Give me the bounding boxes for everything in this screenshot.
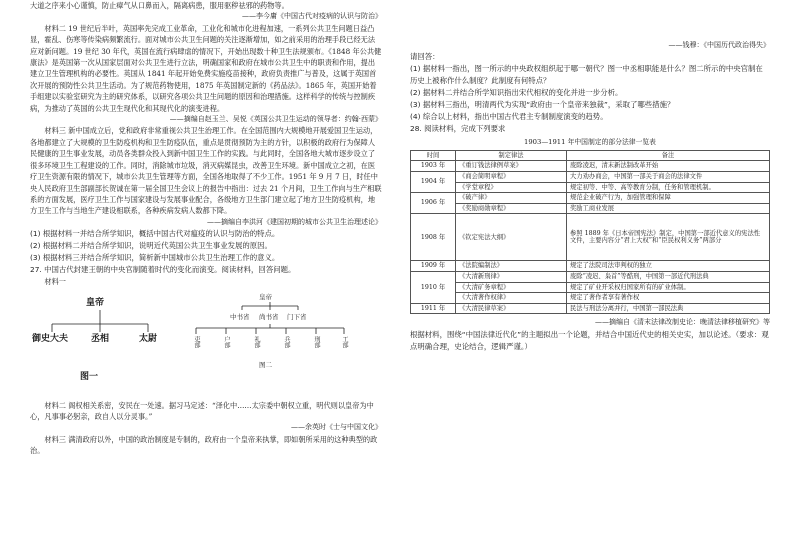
- question-27: 27. 中国古代封建王朝的中央官制随着时代的变化而演变。阅读材料，回答问题。: [30, 265, 296, 275]
- task-28: 根据材料，围绕“中国法律近代化”的主题拟出一个论题，并结合中国近代史的相关史实，加以论述。（要求：观点明确合理，史论结合，逻辑严谨。）: [410, 329, 769, 351]
- table-row: [411, 182, 770, 193]
- question-1: (1) 根据材料一并结合所学知识，概括中国古代对瘟疫的认识与防治的特点。: [30, 229, 280, 239]
- law-table: [410, 150, 770, 315]
- header-time: 时间: [411, 150, 456, 161]
- paragraph-intro: 大道之序来小心谨慎，防止瘴气从口鼻而入，隔离病患，服用驱秽祛邪的药物等。: [30, 1, 289, 10]
- diagram2-ministry-5: 刑部: [313, 335, 320, 348]
- table-row: [411, 203, 770, 214]
- question-27-4: (4) 综合以上材料，指出中国古代君主专制制度演变的趋势。: [410, 112, 608, 122]
- cell-note: 废除凌迟，清末新法制改革开始: [567, 161, 770, 172]
- cell-note: 民法与刑法分离并行，中国第一部民法典: [567, 303, 770, 314]
- diagram2-zhongshu: 中书省: [230, 312, 250, 321]
- diagram2-caption: 图二: [259, 360, 272, 369]
- material-2-q27: 材料二 阁权相关系密，安民在一处速。据习马定述：“泽化中……太宗委中朝权立重，明代则以皇帝为中心，凡事事必躬亲，政自人以分灵事。”: [30, 400, 374, 421]
- cell-note: 规定初等、中等、高等教育分制，任务和管理机制。: [567, 182, 770, 193]
- header-note: 备注: [567, 150, 770, 161]
- diagram1-censor: 御史大夫: [32, 333, 69, 344]
- diagram1-emperor: 皇帝: [86, 297, 105, 308]
- cell-year: 1911 年: [411, 303, 456, 314]
- header-law: 制定律法: [456, 150, 567, 161]
- right-column: [410, 0, 770, 353]
- question-3: (3) 根据材料三并结合所学知识，简析新中国城市公共卫生治理工作的意义。: [30, 253, 280, 263]
- source-top-right: ——钱穆：《中国历代政治得失》: [668, 41, 770, 49]
- source-3: ——摘编自李洪河《建国初期的城市公共卫生治理述论》: [207, 217, 382, 226]
- diagram2-ministry-4: 兵部: [283, 335, 290, 348]
- cell-year: 1906 年: [411, 193, 456, 214]
- cell-note: 规定了矿业开采权归国家所有的矿业体制。: [567, 282, 770, 293]
- diagram2-emperor: 皇帝: [259, 292, 272, 301]
- cell-year: 1904 年: [411, 172, 456, 193]
- table-row: [411, 271, 770, 282]
- cell-year: 1909 年: [411, 261, 456, 272]
- cell-note: 大力劝办商会，中国第一部关于商会的法律文件: [567, 172, 770, 183]
- table-row: [411, 161, 770, 172]
- cell-note: 废除“凌迟、枭首”等酷刑，中国第一部近代刑法典: [567, 271, 770, 282]
- cell-law: 《大清新刑律》: [456, 271, 567, 282]
- cell-law: 《奖励商勋章程》: [456, 203, 567, 214]
- table-header-row: [411, 150, 770, 161]
- material-3: 材料三 新中国成立后，党和政府非常重视公共卫生治理工作。在全国范围内大规模地开展爱国卫生运动，各地都建立了大规模的卫生防疫机构和卫生防疫队伍，重点是贯彻预防为主的方针，以积极的政府行为保障人民健康的卫生事业发展，动员各类群众投入到新中国卫生工作的实践。与此同时，全国各地大城市逐步设立了很多环境卫生工程建设的工作。同时，消除城市垃圾，消灭病媒昆虫，改善卫生环境。新中国成立之初，在医疗卫生资源有限的情况下，城市公共卫生管理等方面，全国各地取得了不少工作。1951 年 9 月 7 日，时任中央人民政府卫生部副部长贺诚在第一届全国卫生会议上的报告中指出：过去 21 个月间，卫生工作向与生产相联系的方面发展，医疗卫生工作与国家建设与发展事业配合，各级地方卫生部门建立起了地方卫生防疫机构，地方卫生工作与当地生产建设相联系，各种疾病发病人数都下降。: [30, 126, 382, 216]
- table-row: [411, 214, 770, 261]
- cell-law: 《重订钱法律例草案》: [456, 161, 567, 172]
- material-2: 材料二 19 世纪后半叶，英国率先完成工业革命，工业化和城市化进程加速，一系列公共卫生问题日益凸显，霍乱、伤寒等传染病频繁流行。面对城市公共卫生问题的关注逐渐增加，如之前采用的治理手段已经无法应对新问题。19 世纪 30 年代，英国在流行病肆虐的情况下，开始出现数十种卫生法规颁布。《1848 年公共健康法》是英国第一次从国家层面对公共卫生进行立法，明确国家和政府在城市公共卫生中的职责和作用，提出建立卫生管理机构的必要性。英国从 1841 年起开始免费实施疫苗接种，政府负责推广与普及，这属于英国首次开展的预防性公共卫生活动。为了规范药物使用，1875 年英国制定新的《药品法》。1865 年，英国开始着手组建以实验室研究为主的研究体系，以研究各项公共卫生问题的原因和治理措施。这样科学的传统与控制疾病，为推动了英国的公共卫生现代化和其现代化的演变进程。: [30, 23, 382, 113]
- table-row: [411, 193, 770, 204]
- cell-law: 《商会简明章程》: [456, 172, 567, 183]
- table-row: [411, 293, 770, 304]
- cell-law: 《大清著作权律》: [456, 293, 567, 304]
- question-28: 28. 阅读材料，完成下列要求: [410, 124, 506, 134]
- left-column: [30, 0, 382, 457]
- cell-year: 1908 年: [411, 214, 456, 261]
- cell-law: 《大清民律草案》: [456, 303, 567, 314]
- table-title: 1903—1911 年中国制定的部分法律一览表: [524, 138, 656, 147]
- source-q27-2: ——余英时《士与中国文化》: [291, 423, 382, 432]
- table-row: [411, 172, 770, 183]
- source-2: ——摘编自赵玉兰、吴悦《英国公共卫生运动的领导者：约翰·西蒙》: [169, 115, 382, 124]
- question-2: (2) 根据材料二并结合所学知识，说明近代英国公共卫生事业发展的原因。: [30, 241, 272, 251]
- cell-law: 《钦定宪法大纲》: [456, 214, 567, 261]
- diagram2-ministry-6: 工部: [341, 335, 348, 348]
- diagram2-ministry-2: 户部: [223, 335, 230, 348]
- cell-year: 1903 年: [411, 161, 456, 172]
- diagram2-shangshu: 尚书省: [259, 312, 279, 321]
- answer-intro: 请回答：: [410, 52, 440, 62]
- cell-note: 规范企业破产行为，加强管理和保障: [567, 193, 770, 204]
- source-1: ——李今庸《中国古代对疫病的认识与防治》: [242, 12, 382, 21]
- question-27-2: (2) 据材料二并结合所学知识指出宋代相权的变化并进一步分析。: [410, 88, 623, 98]
- diagram2-menxia: 门下省: [287, 312, 307, 321]
- cell-law: 《破产律》: [456, 193, 567, 204]
- official-system-diagrams: [30, 288, 382, 400]
- diagram1-caption: 图一: [80, 371, 99, 382]
- cell-note: 规定了法院司法审判权的独立: [567, 261, 770, 272]
- cell-year: 1910 年: [411, 271, 456, 303]
- cell-law: 《大清矿务章程》: [456, 282, 567, 293]
- diagram2-ministry-1: 吏部: [193, 335, 200, 348]
- cell-note: 规定了著作者享有著作权: [567, 293, 770, 304]
- table-row: [411, 282, 770, 293]
- cell-note: 奖励工商业发展: [567, 203, 770, 214]
- cell-law: 《学堂章程》: [456, 182, 567, 193]
- source-28: ——摘编自《清末法律改制史论：晚清法律移植研究》等: [595, 318, 770, 327]
- diagram1-commander: 太尉: [139, 333, 158, 344]
- table-row: [411, 261, 770, 272]
- question-27-3: (3) 据材料三指出，明清两代为实现“政府由一个皇帝来独裁”，采取了哪些措施？: [410, 100, 675, 110]
- material-1-label: 材料一: [44, 277, 66, 287]
- cell-note: 参照 1889 年《日本帝国宪法》制定，中国第一部近代意义的宪法性文件，主要内容分“君上大权”和“臣民权利义务”两部分: [567, 214, 770, 261]
- diagram1-chancellor: 丞相: [91, 333, 110, 344]
- table-row: [411, 303, 770, 314]
- cell-law: 《法院编制法》: [456, 261, 567, 272]
- question-27-1: (1) 据材料一指出，图一所示的中央政权组织起于哪一朝代？图一中丞相职能是什么？图二所示的中央官制在历史上被称作什么制度？此制度有何特点？: [410, 64, 763, 86]
- material-3-q27: 材料三 满清政府以外，中国的政治制度是专制的，政府由一个皇帝来执掌，即如朝所采用的这种典型的政治。: [30, 434, 378, 456]
- diagram2-ministry-3: 礼部: [253, 335, 260, 348]
